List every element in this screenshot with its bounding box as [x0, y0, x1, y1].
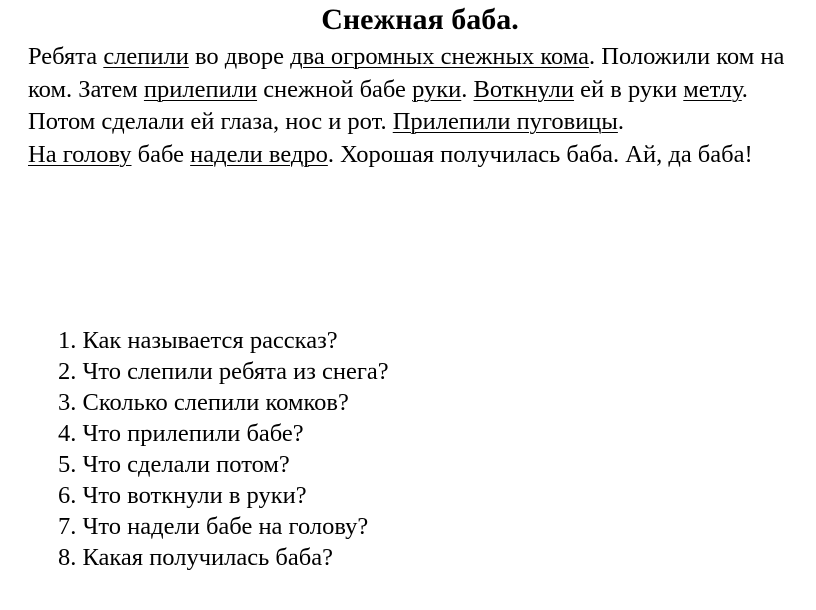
story-segment: бабе — [131, 140, 191, 168]
question-item — [58, 480, 389, 511]
story-segment: . — [461, 75, 474, 103]
question-number: 7. — [58, 513, 77, 540]
question-item — [58, 449, 389, 480]
question-text: Что слепили ребята из снега? — [82, 358, 389, 385]
question-text: Что сделали потом? — [82, 451, 290, 478]
question-item — [58, 418, 389, 449]
story-segment: снежной бабе — [257, 75, 413, 103]
question-item — [58, 325, 389, 356]
story-underlined-segment: прилепили — [143, 75, 258, 103]
page-title: Снежная баба. — [321, 3, 519, 36]
question-item — [58, 511, 389, 542]
question-text: Сколько слепили комков? — [82, 389, 349, 416]
story-segment: Ребята — [28, 43, 104, 70]
story-underlined-segment: метлу — [683, 75, 742, 103]
question-text: Как называется рассказ? — [82, 327, 338, 354]
story-segment: во дворе — [188, 43, 291, 70]
story-segment: . Положили ком на ком. Затем — [28, 43, 785, 103]
story-underlined-segment: руки — [412, 75, 462, 103]
story-underlined-segment: На голову — [28, 140, 132, 168]
story-underlined-segment: Воткнули — [473, 75, 575, 103]
question-number: 5. — [58, 451, 77, 478]
question-number: 6. — [58, 482, 77, 509]
story-underlined-segment: два огромных снежных кома — [290, 43, 590, 70]
question-item — [58, 387, 389, 418]
story-paragraph-2 — [28, 139, 798, 172]
question-text: Что прилепили бабе? — [82, 420, 304, 447]
question-number: 4. — [58, 420, 77, 447]
question-text: Что воткнули в руки? — [82, 482, 307, 509]
story-segment: . Хорошая получилась баба. Ай, да баба! — [327, 140, 753, 168]
question-item — [58, 542, 389, 573]
story-underlined-segment: Прилепили пуговицы — [392, 108, 618, 135]
question-number: 8. — [58, 544, 77, 571]
question-number: 1. — [58, 327, 77, 354]
question-item — [58, 356, 389, 387]
story-paragraph-1 — [28, 41, 798, 139]
question-text: Что надели бабе на голову? — [82, 513, 369, 540]
question-text: Какая получилась баба? — [82, 544, 333, 571]
story-text — [28, 41, 798, 171]
story-segment: ей в руки — [574, 75, 684, 103]
question-list — [58, 325, 389, 573]
story-segment: . — [617, 108, 625, 135]
story-segment: . Потом сделали ей глаза, нос и рот. — [28, 75, 748, 135]
question-number: 3. — [58, 389, 77, 416]
story-underlined-segment: надели ведро — [190, 140, 328, 168]
story-underlined-segment: слепили — [103, 43, 189, 70]
question-number: 2. — [58, 358, 77, 385]
